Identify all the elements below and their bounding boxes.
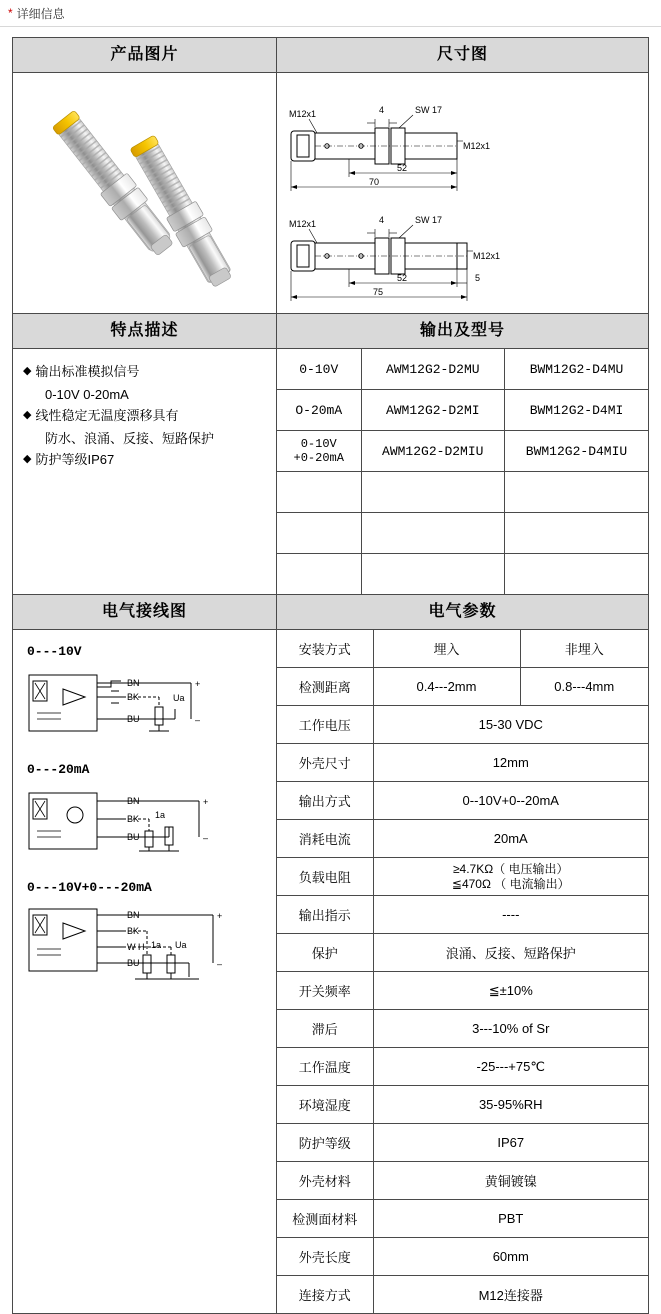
svg-text:4: 4 (379, 215, 385, 225)
feature-list (13, 349, 276, 480)
model-signal (277, 431, 361, 472)
svg-text:BN: BN (127, 910, 140, 920)
svg-text:52: 52 (397, 163, 408, 173)
param-label: 保护 (277, 934, 373, 972)
diamond-bullet-icon: ◆ (23, 365, 32, 377)
svg-text:BU: BU (127, 832, 140, 842)
wiring-title-3: 0---10V+0---20mA (27, 880, 152, 895)
dimension-drawing-cell (277, 73, 649, 314)
svg-text:5: 5 (475, 273, 481, 283)
param-label: 开关频率 (277, 972, 373, 1010)
param-label: 输出指示 (277, 896, 373, 934)
section-header-output-and-model: 输出及型号 (277, 314, 649, 349)
table-row (277, 972, 648, 1010)
table-row (13, 314, 649, 349)
svg-text:M12x1: M12x1 (289, 219, 317, 229)
electrical-parameters-cell (277, 630, 649, 1314)
table-row (277, 390, 648, 431)
param-label: 消耗电流 (277, 820, 373, 858)
param-label: 外壳长度 (277, 1238, 373, 1276)
param-label: 防护等级 (277, 1124, 373, 1162)
model-signal-line1: O-20mA (295, 402, 343, 418)
model-code-a: AWM12G2-D2MIU (361, 431, 505, 472)
table-row (277, 820, 648, 858)
table-row (277, 630, 648, 668)
model-code-b: BWM12G2-D4MU (505, 349, 649, 390)
param-value-secondary: 非埋入 (520, 630, 648, 668)
wiring-diagram-combined (23, 897, 253, 997)
table-row (13, 595, 649, 630)
section-header-dimension-drawing: 尺寸图 (277, 38, 649, 73)
wiring-diagram-0-20ma (23, 779, 253, 874)
feature-subtext: 0-10V 0-20mA (45, 387, 129, 402)
param-label: 连接方式 (277, 1276, 373, 1314)
feature-text: 防护等级IP67 (35, 452, 115, 467)
param-value: 35-95%RH (373, 1086, 648, 1124)
table-row (277, 668, 648, 706)
model-signal-line1: 0-10V (299, 361, 339, 377)
param-value: ---- (373, 896, 648, 934)
table-row (277, 934, 648, 972)
table-row (277, 744, 648, 782)
page-header (0, 0, 661, 27)
feature-text: 输出标准模拟信号 (35, 364, 140, 379)
param-label: 外壳材料 (277, 1162, 373, 1200)
model-signal (277, 472, 361, 513)
param-value: 0--10V+0--20mA (373, 782, 648, 820)
section-header-wiring-diagram: 电气接线图 (13, 595, 277, 630)
section-header-electrical-parameters: 电气参数 (277, 595, 649, 630)
required-star-icon: * (8, 6, 13, 20)
svg-text:–: – (195, 715, 201, 725)
product-photo-cell (13, 73, 277, 314)
section-header-feature-description: 特点描述 (13, 314, 277, 349)
param-value-secondary: 0.8---4mm (520, 668, 648, 706)
param-value-line2: ≦470Ω （ 电流输出） (451, 876, 570, 891)
table-row (277, 1162, 648, 1200)
model-code-a (361, 554, 505, 595)
section-header-product-image: 产品图片 (13, 38, 277, 73)
param-value: 12mm (373, 744, 648, 782)
table-row (277, 554, 648, 595)
param-value: 20mA (373, 820, 648, 858)
param-value: IP67 (373, 1124, 648, 1162)
param-value-line1: ≥4.7KΩ（ 电压输出） (452, 861, 569, 876)
param-value-multiline (373, 858, 648, 896)
list-item (23, 361, 268, 382)
model-code-b (505, 554, 649, 595)
table-row (277, 706, 648, 744)
dimension-drawing-illustration (277, 73, 647, 311)
param-label: 检测距离 (277, 668, 373, 706)
table-row (277, 1200, 648, 1238)
table-row (277, 472, 648, 513)
model-code-a (361, 513, 505, 554)
table-row (277, 1276, 648, 1314)
param-label: 工作电压 (277, 706, 373, 744)
svg-text:BK: BK (127, 926, 140, 936)
svg-text:M12x1: M12x1 (289, 109, 317, 119)
page-title: 详细信息 (16, 6, 65, 21)
svg-text:70: 70 (369, 177, 380, 187)
param-value: 黄铜镀镍 (373, 1162, 648, 1200)
model-signal (277, 390, 361, 431)
svg-text:BN: BN (127, 796, 140, 806)
param-value: 0.4---2mm (373, 668, 520, 706)
svg-text:SW 17: SW 17 (415, 215, 443, 225)
param-label: 环境湿度 (277, 1086, 373, 1124)
svg-text:52: 52 (397, 273, 408, 283)
svg-text:+: + (195, 679, 201, 689)
svg-text:1a: 1a (155, 810, 166, 820)
svg-text:SW 17: SW 17 (415, 105, 443, 115)
param-label: 滞后 (277, 1010, 373, 1048)
param-label: 检测面材料 (277, 1200, 373, 1238)
model-code-b: BWM12G2-D4MI (505, 390, 649, 431)
param-value: PBT (373, 1200, 648, 1238)
wiring-diagram-0-10v (23, 661, 253, 756)
model-signal-line2: +0-20mA (293, 451, 344, 465)
svg-text:4: 4 (379, 105, 385, 115)
param-value: ≦±10% (373, 972, 648, 1010)
model-code-b (505, 472, 649, 513)
table-row (277, 1124, 648, 1162)
svg-text:M12x1: M12x1 (473, 251, 501, 261)
model-signal (277, 554, 361, 595)
wiring-title-2: 0---20mA (27, 762, 90, 777)
param-value: 15-30 VDC (373, 706, 648, 744)
model-code-b (505, 513, 649, 554)
table-row (277, 431, 648, 472)
param-label: 工作温度 (277, 1048, 373, 1086)
table-row (13, 73, 649, 314)
svg-text:75: 75 (373, 287, 384, 297)
svg-text:–: – (203, 833, 209, 843)
list-item (23, 405, 268, 426)
model-signal (277, 349, 361, 390)
svg-text:1a: 1a (151, 940, 162, 950)
product-photo-illustration (13, 73, 275, 311)
table-row (13, 349, 649, 595)
feature-list-cell (13, 349, 277, 595)
wiring-diagrams (13, 630, 276, 1007)
model-table-cell (277, 349, 649, 595)
param-label: 外壳尺寸 (277, 744, 373, 782)
table-row (277, 1086, 648, 1124)
table-row (277, 858, 648, 896)
param-value: 浪涌、反接、短路保护 (373, 934, 648, 972)
wiring-title-1: 0---10V (27, 644, 82, 659)
svg-text:BK: BK (127, 814, 140, 824)
param-value: 埋入 (373, 630, 520, 668)
svg-text:W H: W H (127, 942, 145, 952)
param-value: 3---10% of Sr (373, 1010, 648, 1048)
svg-text:M12x1: M12x1 (463, 141, 491, 151)
model-table (277, 349, 648, 594)
param-label: 安装方式 (277, 630, 373, 668)
model-code-a (361, 472, 505, 513)
table-row (277, 349, 648, 390)
table-row (13, 38, 649, 73)
table-row (277, 1238, 648, 1276)
svg-text:+: + (203, 797, 209, 807)
param-value: -25---+75℃ (373, 1048, 648, 1086)
model-code-a: AWM12G2-D2MI (361, 390, 505, 431)
table-row (277, 513, 648, 554)
svg-text:–: – (217, 959, 223, 969)
param-value: 60mm (373, 1238, 648, 1276)
model-signal-line1: 0-10V (300, 437, 337, 451)
model-code-b: BWM12G2-D4MIU (505, 431, 649, 472)
content-wrap (0, 27, 661, 1314)
param-label: 负载电阻 (277, 858, 373, 896)
svg-text:+: + (217, 911, 223, 921)
param-value: M12连接器 (373, 1276, 648, 1314)
feature-subtext: 防水、浪涌、反接、短路保护 (45, 431, 215, 446)
diamond-bullet-icon: ◆ (23, 409, 32, 421)
detail-table (12, 37, 649, 1314)
product-photo (13, 73, 276, 313)
model-code-a: AWM12G2-D2MU (361, 349, 505, 390)
svg-text:BU: BU (127, 714, 140, 724)
table-row (13, 630, 649, 1314)
list-item (23, 449, 268, 470)
svg-text:BK: BK (127, 692, 140, 702)
model-signal (277, 513, 361, 554)
svg-text:BU: BU (127, 958, 140, 968)
svg-text:BN: BN (127, 678, 140, 688)
svg-text:Ua: Ua (173, 693, 185, 703)
table-row (277, 896, 648, 934)
parameters-table (277, 630, 648, 1313)
table-row (277, 782, 648, 820)
svg-text:Ua: Ua (175, 940, 187, 950)
table-row (277, 1010, 648, 1048)
feature-text: 线性稳定无温度漂移具有 (35, 408, 179, 423)
param-label: 输出方式 (277, 782, 373, 820)
diamond-bullet-icon: ◆ (23, 453, 32, 465)
wiring-diagram-cell (13, 630, 277, 1314)
table-row (277, 1048, 648, 1086)
